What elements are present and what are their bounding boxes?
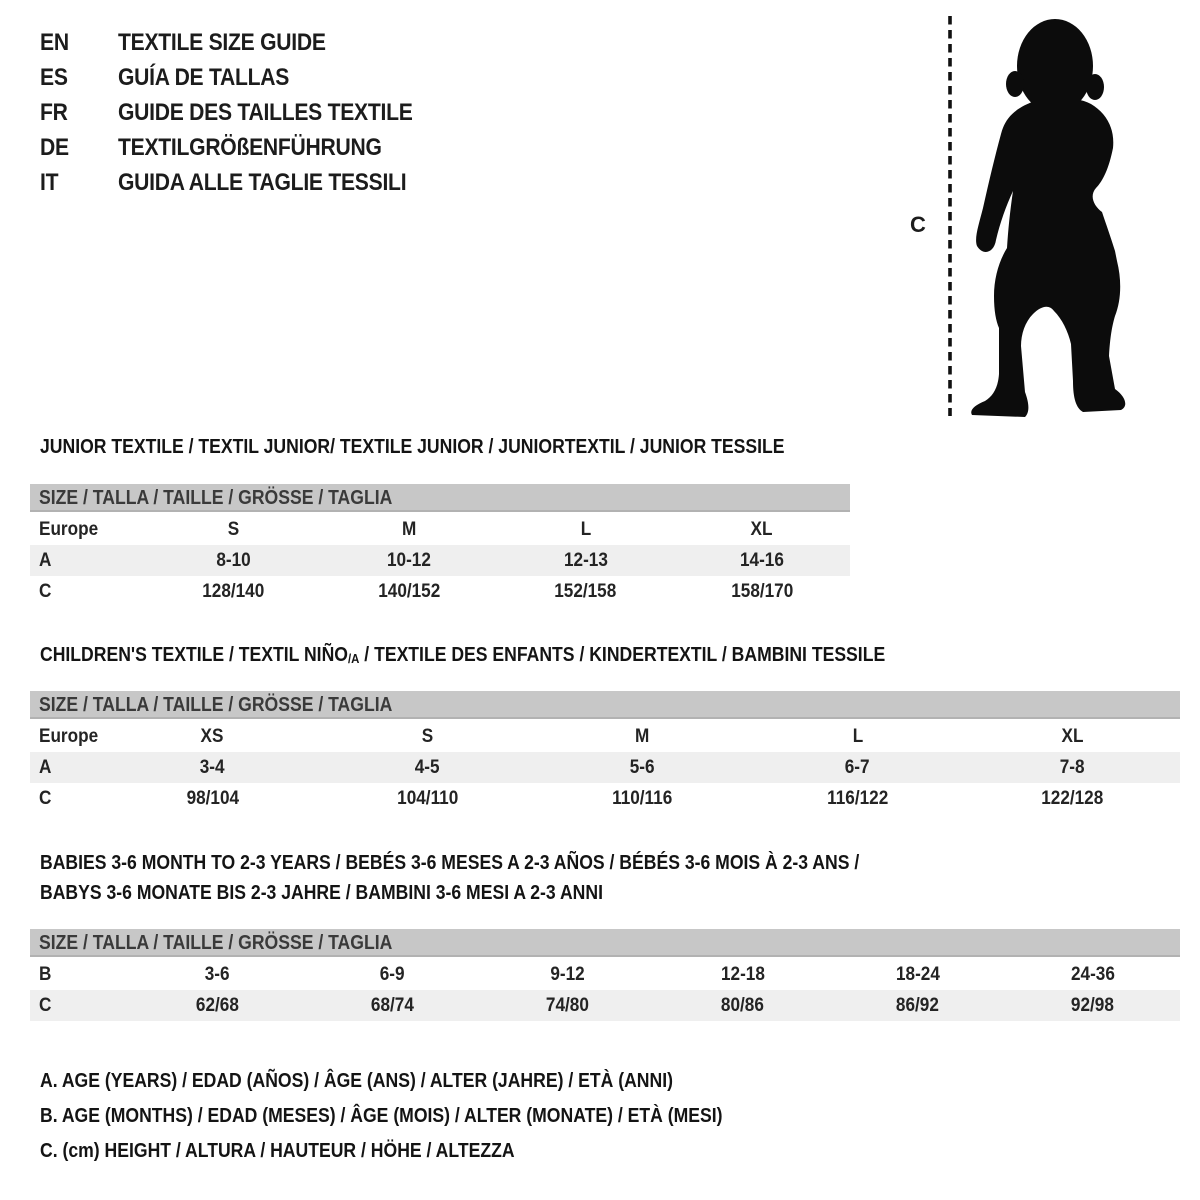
babies-section-title: BABIES 3-6 MONTH TO 2-3 YEARS / BEBÉS 3-6 MESES A 2-3 AÑOS / BÉBÉS 3-6 MOIS À 2-3 ANS / BABYS 3-6 MONATE BIS 2-3 JAHRE / BAMBINI 3-6 MESI A 2-3 ANNI	[40, 852, 860, 904]
junior-row-age: A 8-10 10-12 12-13 14-16	[30, 545, 850, 576]
toddler-silhouette-icon	[963, 16, 1143, 418]
legend-line-b: B. AGE (MONTHS) / EDAD (MESES) / ÂGE (MOIS) / ALTER (MONATE) / ETÀ (MESI)	[40, 1105, 723, 1127]
lang-code: IT	[40, 169, 59, 196]
title-row-fr	[40, 95, 453, 130]
size-header-bar: SIZE / TALLA / TAILLE / GRÖSSE / TAGLIA	[30, 929, 1180, 957]
junior-row-europe: Europe S M L XL	[39, 518, 773, 540]
title-row-it	[40, 165, 453, 200]
size-header-bar: SIZE / TALLA / TAILLE / GRÖSSE / TAGLIA	[30, 691, 1180, 719]
height-measure-dashed-line	[946, 16, 954, 416]
babies-row-height: C 62/68 68/74 74/80 80/86 86/92 92/98	[30, 990, 1180, 1021]
children-size-table	[30, 691, 1180, 814]
junior-size-table	[30, 484, 850, 607]
lang-code: FR	[40, 99, 68, 126]
guide-title: GUIDA ALLE TAGLIE TESSILI	[118, 169, 407, 196]
guide-title: GUIDE DES TAILLES TEXTILE	[118, 99, 413, 126]
legend-line-c: C. (cm) HEIGHT / ALTURA / HAUTEUR / HÖHE / ALTEZZA	[40, 1140, 515, 1162]
lang-code: ES	[40, 64, 68, 91]
lang-code: DE	[40, 134, 69, 161]
legend	[40, 1064, 816, 1169]
babies-size-table	[30, 929, 1180, 1021]
guide-title: TEXTILE SIZE GUIDE	[118, 29, 326, 56]
babies-row-months: B 3-6 6-9 9-12 12-18 18-24 24-36	[39, 963, 1115, 985]
children-row-europe: Europe XS S M L XL	[39, 725, 1084, 747]
title-row-en	[40, 25, 453, 60]
size-header-bar: SIZE / TALLA / TAILLE / GRÖSSE / TAGLIA	[30, 484, 850, 512]
junior-row-height: C 128/140 140/152 152/158 158/170	[39, 580, 793, 602]
lang-code: EN	[40, 29, 69, 56]
guide-title: GUÍA DE TALLAS	[118, 64, 290, 91]
title-row-es	[40, 60, 453, 95]
children-row-age: A 3-4 4-5 5-6 6-7 7-8	[30, 752, 1180, 783]
junior-section-title: JUNIOR TEXTILE / TEXTIL JUNIOR/ TEXTILE JUNIOR / JUNIORTEXTIL / JUNIOR TESSILE	[40, 436, 785, 458]
title-row-de	[40, 130, 453, 165]
legend-line-a: A. AGE (YEARS) / EDAD (AÑOS) / ÂGE (ANS) / ALTER (JAHRE) / ETÀ (ANNI)	[40, 1070, 673, 1092]
children-section-title: CHILDREN'S TEXTILE / TEXTIL NIÑO/A / TEXTILE DES ENFANTS / KINDERTEXTIL / BAMBINI TESSILE	[40, 644, 886, 666]
guide-title: TEXTILGRÖßENFÜHRUNG	[118, 134, 382, 161]
height-measure-label: C	[910, 212, 926, 237]
title-block	[40, 25, 453, 200]
children-row-height: C 98/104 104/110 110/116 116/122 122/128	[39, 787, 1104, 809]
